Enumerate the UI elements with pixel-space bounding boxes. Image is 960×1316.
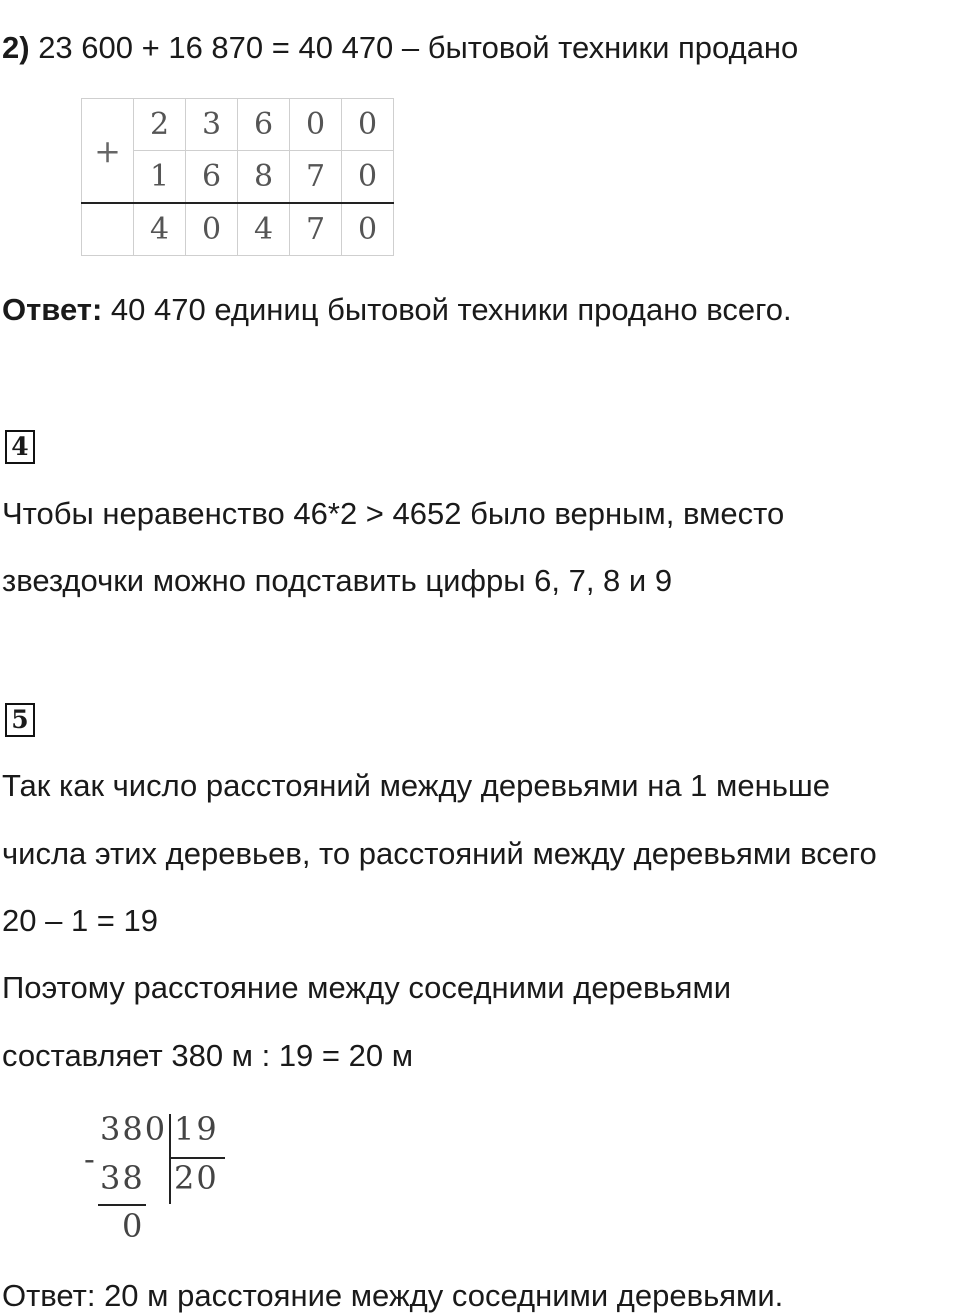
answer1-label: Ответ: bbox=[2, 292, 103, 327]
addend-row-1 bbox=[82, 99, 394, 151]
division-subtrahend: 38 bbox=[100, 1159, 145, 1197]
answer2-line: Ответ: 20 м расстояние между соседними деревьями. bbox=[2, 1278, 784, 1313]
division-divisor: 19 bbox=[174, 1110, 219, 1148]
task5-line4: Поэтому расстояние между соседними деревьями bbox=[2, 970, 732, 1005]
answer1-text: 40 470 единиц бытовой техники продано всего. bbox=[102, 292, 792, 327]
task5-line3: 20 – 1 = 19 bbox=[2, 903, 158, 938]
task4-line1: Чтобы неравенство 46*2 > 4652 было верным, вместо bbox=[2, 496, 785, 531]
digit-cell: 6 bbox=[238, 99, 290, 151]
digit-cell: 7 bbox=[290, 203, 342, 256]
task5-line2: числа этих деревьев, то расстояний между деревьями всего bbox=[2, 836, 877, 871]
digit-cell: 8 bbox=[238, 151, 290, 204]
digit-cell: 6 bbox=[186, 151, 238, 204]
digit-cell: 1 bbox=[134, 151, 186, 204]
empty-cell bbox=[82, 203, 134, 256]
division-dividend: 380 bbox=[100, 1110, 168, 1148]
task4-line2: звездочки можно подставить цифры 6, 7, 8 и 9 bbox=[2, 563, 673, 598]
part2-text: 23 600 + 16 870 = 40 470 – бытовой техники продано bbox=[29, 30, 799, 65]
digit-cell: 0 bbox=[290, 99, 342, 151]
column-addition-table bbox=[81, 98, 394, 256]
task5-number-box: 5 bbox=[5, 703, 35, 737]
digit-cell: 4 bbox=[134, 203, 186, 256]
division-minus-sign: - bbox=[84, 1140, 97, 1178]
sum-row bbox=[82, 203, 394, 256]
plus-sign: + bbox=[82, 99, 134, 204]
part2-label: 2) bbox=[2, 30, 30, 65]
digit-cell: 0 bbox=[342, 151, 394, 204]
division-quotient: 20 bbox=[174, 1159, 219, 1197]
division-vertical-bar bbox=[169, 1114, 171, 1204]
digit-cell: 0 bbox=[342, 203, 394, 256]
digit-cell: 0 bbox=[186, 203, 238, 256]
division-subtraction-bar bbox=[98, 1204, 146, 1206]
task4-number-box: 4 bbox=[5, 430, 35, 464]
digit-cell: 4 bbox=[238, 203, 290, 256]
digit-cell: 2 bbox=[134, 99, 186, 151]
digit-cell: 3 bbox=[186, 99, 238, 151]
task5-line5: составляет 380 м : 19 = 20 м bbox=[2, 1038, 414, 1073]
answer1-line bbox=[2, 290, 792, 330]
division-remainder: 0 bbox=[122, 1207, 145, 1245]
division-quotient-bar bbox=[169, 1157, 225, 1159]
digit-cell: 7 bbox=[290, 151, 342, 204]
digit-cell: 0 bbox=[342, 99, 394, 151]
task5-line1: Так как число расстояний между деревьями на 1 меньше bbox=[2, 768, 830, 803]
part2-line bbox=[2, 28, 798, 68]
